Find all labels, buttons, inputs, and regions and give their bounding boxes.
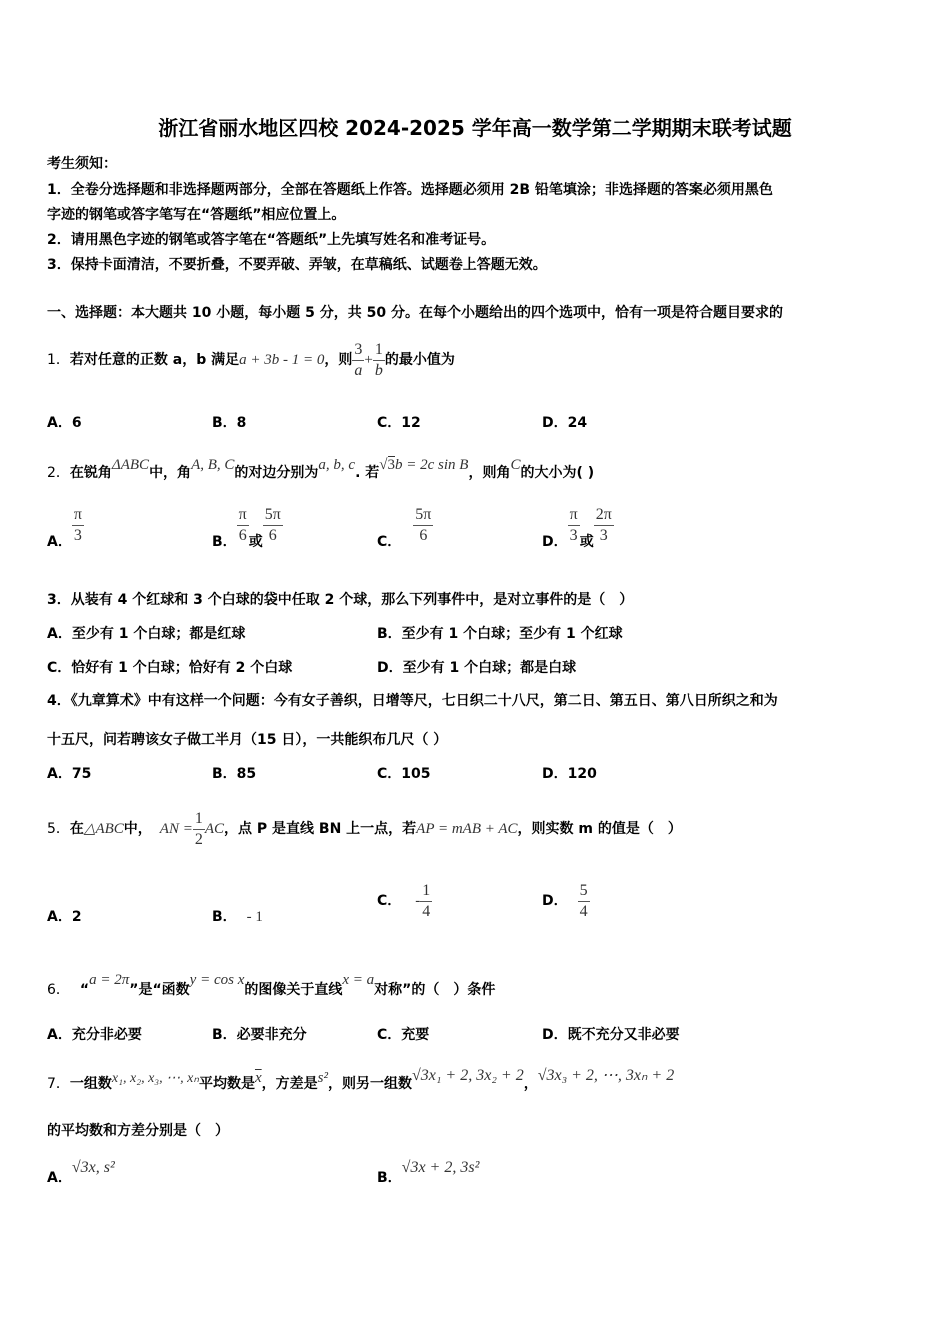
q5-option-c: C． - $\frac{1}{4}$ [377, 881, 431, 920]
q2-text-3: 的对边分别为 [234, 465, 319, 481]
q7-text-4: ，则另一组数 [327, 1076, 412, 1092]
q5-an: AN = [159, 821, 193, 837]
q5-ac: AC [204, 821, 225, 837]
q7-text-2: 平均数是 [198, 1076, 255, 1092]
q5-equation: AP = mAB + AC [416, 821, 518, 837]
notice-line-2: 2．请用黑色字迹的钢笔或答字笔在“答题纸”上先填写姓名和准考证号。 [47, 232, 496, 248]
q4-option-b: B．85 [212, 766, 257, 782]
q6-number: 6． [47, 982, 70, 998]
q6-text-4: 对称”的（ ）条件 [374, 982, 496, 998]
q2-text-1: 在锐角 [69, 465, 112, 481]
q1-text-1: 若对任意的正数 a，b 满足 [69, 352, 240, 368]
q1-plus: + [364, 352, 373, 368]
q1-fraction-1: $\frac{3}{a}$ [354, 340, 363, 379]
notice-line-3: 3．保持卡面清洁，不要折叠，不要弄破、弄皱，在草稿纸、试题卷上答题无效。 [47, 257, 547, 273]
q6-eq-2: y = cos x [189, 972, 245, 988]
question-6 [47, 960, 495, 1010]
q1-option-c: C．12 [377, 415, 421, 431]
question-7-line-2: 的平均数和方差分别是（ ） [47, 1123, 229, 1139]
q4-option-c: C．105 [377, 766, 431, 782]
q2-sides: a, b, c [318, 457, 356, 473]
q5-half: $\frac{1}{2}$ [194, 809, 203, 848]
q1-option-b: B．8 [212, 415, 247, 431]
question-3: 3．从装有 4 个红球和 3 个白球的袋中任取 2 个球，那么下列事件中，是对立事件的是（ ） [47, 592, 634, 608]
q3-option-d: D．至少有 1 个白球；都是白球 [377, 660, 577, 676]
q7-expression-1: √3x₁ + 2, 3x₂ + 2 [411, 1067, 524, 1084]
q6-text-1: “ [79, 982, 90, 998]
q7-text-1: 一组数 [69, 1076, 112, 1092]
q2-angles: A, B, C [191, 457, 235, 473]
q6-eq-1: a = 2π [89, 972, 130, 988]
q4-option-a: A．75 [47, 766, 92, 782]
q1-fraction-2: $\frac{1}{b}$ [374, 340, 383, 379]
q1-equation: a + 3b - 1 = 0 [239, 352, 325, 368]
q2-equation: √3b = 2c sin B [379, 457, 469, 473]
notice-line-1b: 字迹的钢笔或答字笔写在“答题纸”相应位置上。 [47, 207, 346, 223]
q6-text-2: ”是“函数 [129, 982, 190, 998]
page-title: 浙江省丽水地区四校 2024-2025 学年高一数学第二学期期末联考试题 [158, 116, 792, 140]
notice-heading: 考生须知： [47, 156, 117, 172]
q1-number: 1． [47, 352, 70, 368]
q2-text-2: 中，角 [149, 465, 192, 481]
q5-text-1: 在 [69, 821, 84, 837]
q1-option-d: D．24 [542, 415, 588, 431]
section-heading: 一、选择题：本大题共 10 小题，每小题 5 分，共 50 分。在每个小题给出的四个选项中，恰有一项是符合题目要求的 [47, 305, 783, 321]
q6-option-c: C．充要 [377, 1027, 430, 1043]
q7-comma: ， [523, 1076, 538, 1092]
q2-option-c: C． $\frac{5\pi}{6}$ [377, 506, 432, 550]
q6-eq-3: x = a [342, 972, 375, 988]
q7-text-3: ，方差是 [261, 1076, 318, 1092]
q7-mean: $\overline{x}$ [254, 1070, 262, 1086]
q1-option-a: A．6 [47, 415, 82, 431]
q5-option-b: B． - 1 [212, 909, 263, 925]
q3-option-b: B．至少有 1 个白球；至少有 1 个红球 [377, 626, 623, 642]
q7-option-a: A．√3x, s² [47, 1159, 115, 1186]
q5-text-4: ，则实数 m 的值是（ ） [517, 821, 682, 837]
q1-text-3: 的最小值为 [384, 352, 455, 368]
q2-triangle: ΔABC [111, 457, 150, 473]
q7-variance: s² [317, 1070, 328, 1086]
q6-option-d: D．既不充分又非必要 [542, 1027, 680, 1043]
q5-number: 5． [47, 821, 70, 837]
q4-option-d: D．120 [542, 766, 597, 782]
q3-option-a: A．至少有 1 个白球；都是红球 [47, 626, 246, 642]
question-1 [47, 325, 455, 395]
question-2 [47, 448, 594, 490]
q7-option-b: B．√3x + 2, 3s² [377, 1159, 480, 1186]
q6-option-b: B．必要非充分 [212, 1027, 307, 1043]
q2-text-5: ，则角 [468, 465, 511, 481]
q1-text-2: ，则 [324, 352, 353, 368]
notice-line-1: 1．全卷分选择题和非选择题两部分，全部在答题纸上作答。选择题必须用 2B 铅笔填涂；非选择题的答案必须用黑色 [47, 182, 773, 198]
q7-number: 7． [47, 1076, 70, 1092]
q2-option-d: D． $\frac{\pi}{3}$ 或 $\frac{2\pi}{3}$ [542, 506, 612, 550]
q3-option-c: C．恰好有 1 个白球；恰好有 2 个白球 [47, 660, 293, 676]
q7-sequence: x₁, x₂, x₃, ⋯, xₙ [111, 1071, 199, 1086]
q2-option-a: A． $\frac{\pi}{3}$ [47, 506, 82, 550]
question-7 [47, 1056, 674, 1104]
q5-text-2: 中， [123, 821, 152, 837]
q2-text-6: 的大小为( ) [520, 465, 595, 481]
q5-option-d: D． $\frac{5}{4}$ [542, 881, 588, 920]
question-5 [47, 796, 682, 862]
q2-angle-c: C [510, 457, 521, 473]
q6-text-3: 的图像关于直线 [244, 982, 343, 998]
q2-number: 2． [47, 465, 70, 481]
q7-expression-2: √3x₃ + 2, ⋯, 3xₙ + 2 [537, 1067, 675, 1084]
q2-option-b: B． $\frac{\pi}{6}$ 或 $\frac{5\pi}{6}$ [212, 506, 281, 550]
q2-text-4: . 若 [355, 465, 380, 481]
q5-text-3: ，点 P 是直线 BN 上一点，若 [224, 821, 417, 837]
q5-option-a: A．2 [47, 909, 82, 925]
question-4-line-1: 4．《九章算术》中有这样一个问题：今有女子善织，日增等尺，七日织二十八尺，第二日、第五日、第八日所织之和为 [47, 693, 778, 709]
question-4-line-2: 十五尺，问若聘该女子做工半月（15 日），一共能织布几尺（ ） [47, 732, 448, 748]
q6-option-a: A．充分非必要 [47, 1027, 142, 1043]
q5-triangle: △ABC [83, 821, 124, 837]
